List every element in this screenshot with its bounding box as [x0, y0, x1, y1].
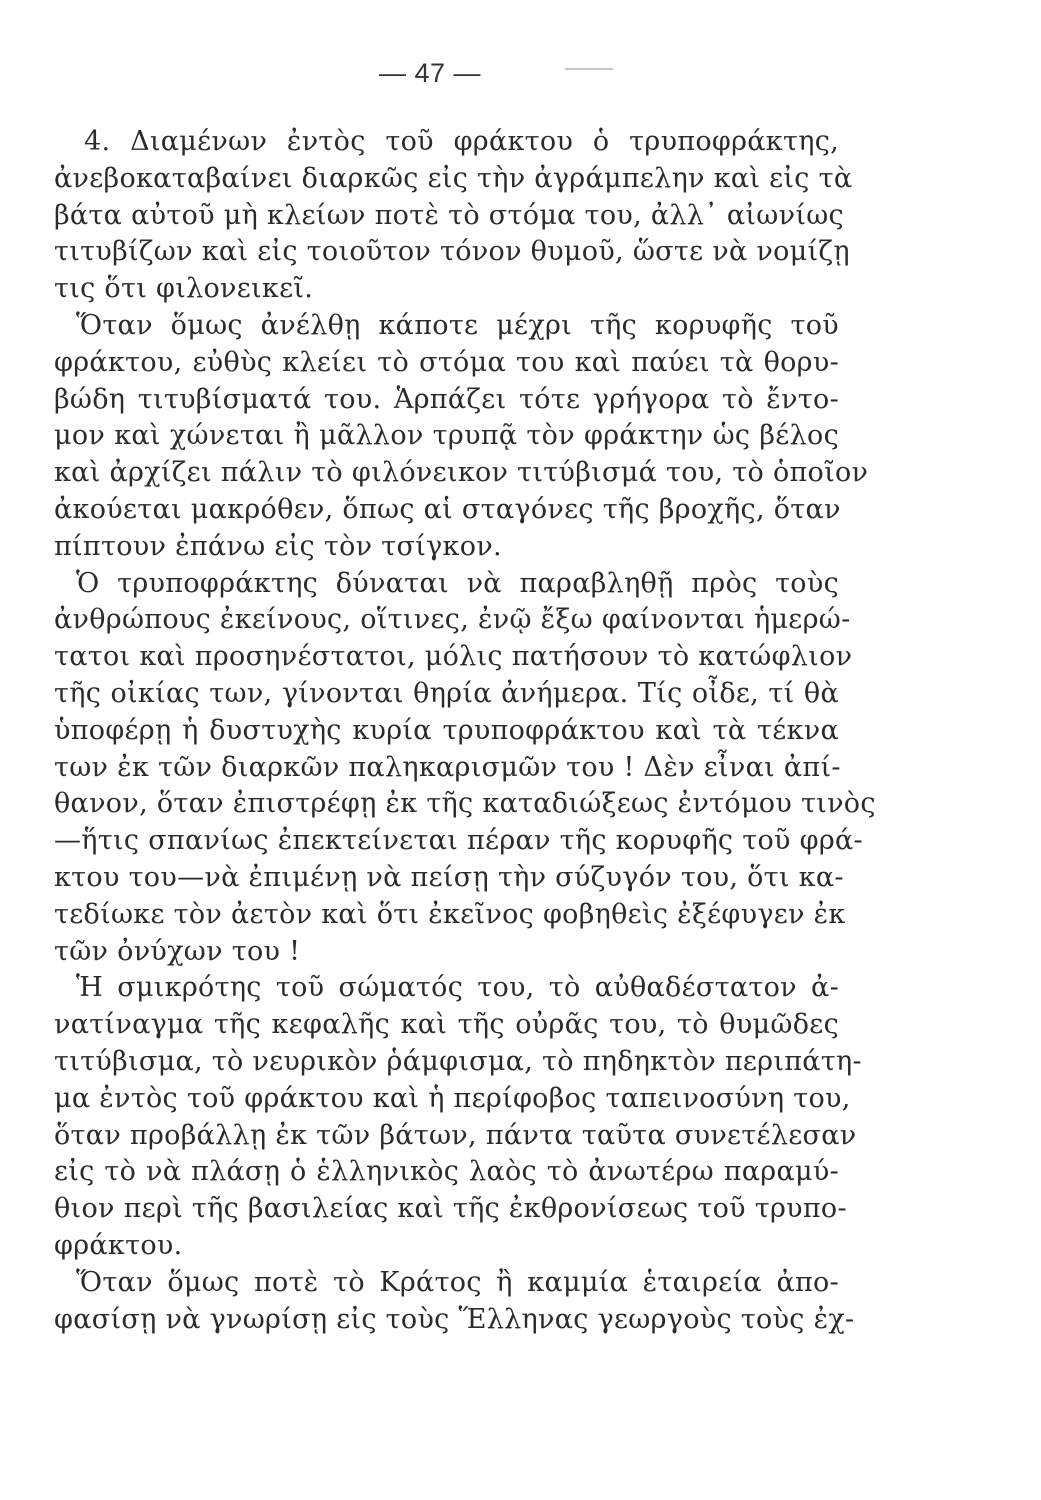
text-line: Ἡ σμικρότης τοῦ σώματός του, τὸ αὐθαδέστατον ἀ- — [76, 972, 839, 1004]
text-line: κτου του—νὰ ἐπιμένῃ νὰ πείσῃ τὴν σύζυγόν του, ὅτι κα- — [54, 861, 844, 893]
text-line: τιτύβισμα, τὸ νευρικὸν ῥάμφισμα, τὸ πηδηκτὸν περιπάτη- — [54, 1045, 862, 1077]
text-line: θανον, ὅταν ἐπιστρέφῃ ἐκ τῆς καταδιώξεως ἐντόμου τινὸς — [54, 788, 876, 820]
text-line: Ὅταν ὅμως ποτὲ τὸ Κράτος ἢ καμμία ἑταιρεία ἀπο- — [76, 1266, 839, 1298]
body-text — [54, 124, 876, 1338]
text-line: θιον περὶ τῆς βασιλείας καὶ τῆς ἐκθρονίσεως τοῦ τρυπο- — [54, 1193, 847, 1225]
text-line: Ὁ τρυποφράκτης δύναται νὰ παραβληθῇ πρὸς τοὺς — [76, 567, 839, 599]
text-line: βάτα αὐτοῦ μὴ κλείων ποτὲ τὸ στόμα του, ἀλλ᾽ αἰωνίως — [54, 199, 844, 231]
text-line: φράκτου, εὐθὺς κλείει τὸ στόμα του καὶ παύει τὰ θορυ- — [54, 346, 839, 378]
text-line: μα ἐντὸς τοῦ φράκτου καὶ ἡ περίφοβος ταπεινοσύνη του, — [54, 1082, 851, 1114]
text-line: μον καὶ χώνεται ἢ μᾶλλον τρυπᾷ τὸν φράκτην ὡς βέλος — [54, 420, 839, 452]
text-line: ὑποφέρῃ ἡ δυστυχὴς κυρία τρυποφράκτου καὶ τὰ τέκνα — [54, 714, 839, 746]
scan-mark — [565, 68, 613, 70]
text-line: φράκτου. — [54, 1229, 183, 1261]
page-number: — 47 — — [378, 58, 482, 88]
text-line: τις ὅτι φιλονεικεῖ. — [54, 273, 314, 305]
text-line: Ὅταν ὅμως ἀνέλθῃ κάποτε μέχρι τῆς κορυφῆς τοῦ — [76, 309, 839, 341]
text-line: τῶν ὀνύχων του ! — [54, 935, 301, 967]
text-line: τῆς οἰκίας των, γίνονται θηρία ἀνήμερα. Τίς οἶδε, τί θὰ — [54, 677, 839, 709]
text-line: 4. Διαμένων ἐντὸς τοῦ φράκτου ὁ τρυποφράκτης, — [84, 126, 839, 157]
text-line: τιτυβίζων καὶ εἰς τοιοῦτον τόνον θυμοῦ, ὥστε νὰ νομίζῃ — [54, 236, 850, 268]
text-line: ὅταν προβάλλῃ ἐκ τῶν βάτων, πάντα ταῦτα συνετέλεσαν — [54, 1119, 857, 1151]
text-line: ἀκούεται μακρόθεν, ὅπως αἱ σταγόνες τῆς βροχῆς, ὅταν — [54, 493, 841, 525]
text-line: εἰς τὸ νὰ πλάσῃ ὁ ἑλληνικὸς λαὸς τὸ ἀνωτέρω παραμύ- — [54, 1156, 839, 1188]
text-line: νατίναγμα τῆς κεφαλῆς καὶ τῆς οὐρᾶς του, τὸ θυμῶδες — [54, 1009, 839, 1041]
text-line: πίπτουν ἐπάνω εἰς τὸν τσίγκον. — [54, 530, 502, 562]
text-line: των ἐκ τῶν διαρκῶν παληκαρισμῶν του ! Δὲν εἶναι ἀπί- — [54, 751, 841, 783]
text-line: βώδη τιτυβίσματά του. Ἁρπάζει τότε γρήγορα τὸ ἔντο- — [54, 383, 839, 415]
text-line: τατοι καὶ προσηνέστατοι, μόλις πατήσουν τὸ κατώφλιον — [54, 641, 853, 673]
text-line: καὶ ἀρχίζει πάλιν τὸ φιλόνεικον τιτύβισμά του, τὸ ὁποῖον — [54, 457, 869, 489]
text-line: ἀνεβοκαταβαίνει διαρκῶς εἰς τὴν ἀγράμπελην καὶ εἰς τὰ — [54, 162, 853, 194]
text-line: ἀνθρώπους ἐκείνους, οἵτινες, ἐνῷ ἔξω φαίνονται ἡμερώ- — [54, 604, 851, 636]
text-line: φασίσῃ νὰ γνωρίσῃ εἰς τοὺς Ἕλληνας γεωργοὺς τοὺς ἐχ- — [54, 1303, 855, 1335]
text-line: τεδίωκε τὸν ἀετὸν καὶ ὅτι ἐκεῖνος φοβηθεὶς ἐξέφυγεν ἐκ — [54, 898, 846, 930]
text-line: —ἥτις σπανίως ἐπεκτείνεται πέραν τῆς κορυφῆς τοῦ φρά- — [54, 825, 863, 857]
